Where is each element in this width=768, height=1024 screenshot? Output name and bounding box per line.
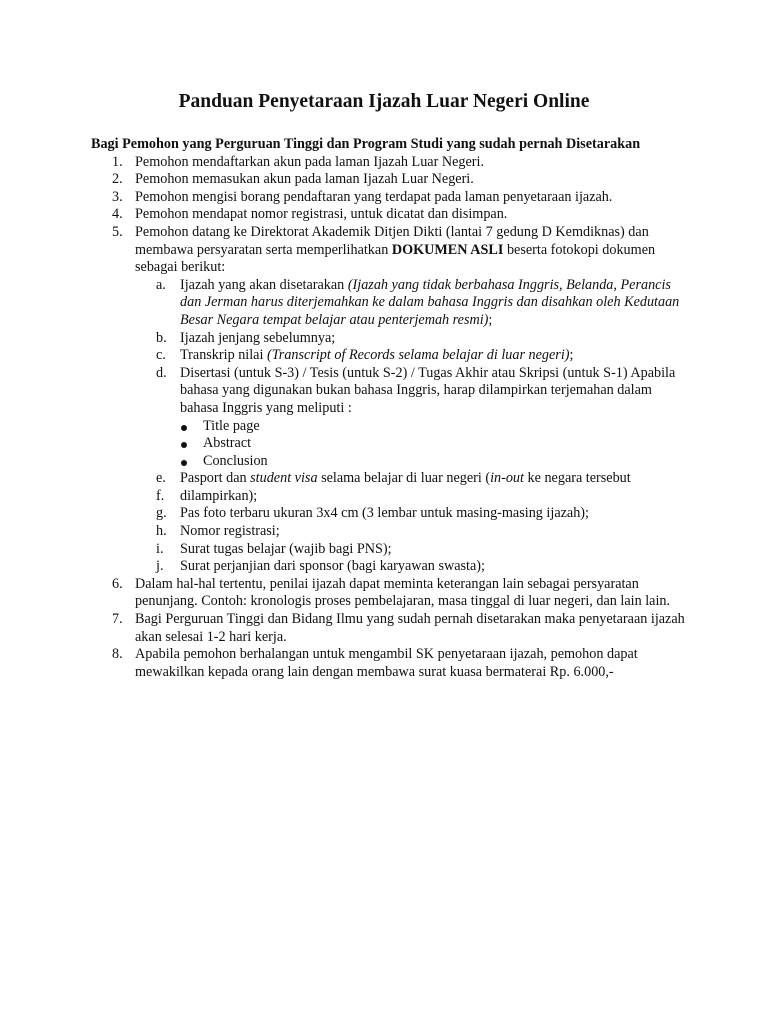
requirement-text: selama belajar di luar negeri ( xyxy=(317,470,491,487)
requirement-note: (Ijazah yang tidak berbahasa Inggris, Belanda, Perancis dan Jerman harus diterjemahkan ke dalam bahasa Inggris dan disahkan oleh Kedutaan Besar Negara tempat belajar atau penterjemah resmi) xyxy=(180,276,680,328)
bullet-text: Title page xyxy=(203,417,260,434)
step-number: 1. xyxy=(112,153,123,170)
requirement-text: ; xyxy=(569,347,574,364)
bullet-item xyxy=(135,435,691,453)
step-7 xyxy=(91,611,691,646)
requirement-e xyxy=(135,470,691,488)
translation-parts xyxy=(135,418,691,471)
requirement-marker: j. xyxy=(156,558,164,575)
requirement-text: Transkrip nilai xyxy=(180,347,267,364)
step-text-part: Pemohon datang ke Direktorat Akademik Ditjen Dikti (lantai 7 gedung D Kemdiknas) dan membawa persyaratan serta memperlihatkan xyxy=(135,223,649,258)
step-number: 5. xyxy=(112,223,123,240)
step-number: 2. xyxy=(112,171,123,188)
step-6 xyxy=(91,576,691,611)
requirement-marker: b. xyxy=(156,329,167,346)
requirement-marker: d. xyxy=(156,364,167,381)
requirement-text: ke negara tersebut xyxy=(523,470,631,487)
requirement-h xyxy=(135,523,691,541)
step-number: 3. xyxy=(112,188,123,205)
requirement-c xyxy=(135,347,691,365)
step-2 xyxy=(91,171,691,189)
requirement-marker: e. xyxy=(156,470,166,487)
requirement-note: in-out xyxy=(490,470,524,487)
bullet-icon xyxy=(181,460,187,466)
step-text: Pemohon memasukan akun pada laman Ijazah Luar Negeri. xyxy=(135,171,474,188)
requirement-marker: c. xyxy=(156,347,166,364)
step-text: Bagi Perguruan Tinggi dan Bidang Ilmu yang sudah pernah disetarakan maka penyetaraan ijazah akan selesai 1-2 hari kerja. xyxy=(135,611,685,645)
requirement-d xyxy=(135,365,691,418)
requirement-b xyxy=(135,330,691,348)
requirement-g xyxy=(135,505,691,523)
requirement-marker: g. xyxy=(156,505,167,522)
step-number: 6. xyxy=(112,575,123,592)
bullet-item xyxy=(135,453,691,471)
step-number: 8. xyxy=(112,646,123,663)
requirement-marker: h. xyxy=(156,523,167,540)
requirement-text: Nomor registrasi; xyxy=(180,523,280,540)
requirement-text: ; xyxy=(488,311,493,328)
step-5 xyxy=(91,224,691,576)
step-text: Pemohon mengisi borang pendaftaran yang terdapat pada laman penyetaraan ijazah. xyxy=(135,188,613,205)
requirement-a xyxy=(135,277,691,330)
requirement-marker: f. xyxy=(156,487,165,504)
bullet-item xyxy=(135,418,691,436)
bullet-text: Conclusion xyxy=(203,452,268,469)
step-1 xyxy=(91,154,691,172)
step-text xyxy=(135,224,655,275)
step-text: Pemohon mendaftarkan akun pada laman Ijazah Luar Negeri. xyxy=(135,153,485,170)
section-heading: Bagi Pemohon yang Perguruan Tinggi dan Program Studi yang sudah pernah Disetarakan xyxy=(91,136,641,152)
step-number: 7. xyxy=(112,611,123,628)
requirement-f xyxy=(135,488,691,506)
step-text: Pemohon mendapat nomor registrasi, untuk dicatat dan disimpan. xyxy=(135,206,508,223)
requirement-text: dilampirkan); xyxy=(180,487,258,504)
bullet-text: Abstract xyxy=(203,435,252,452)
requirement-marker: i. xyxy=(156,540,164,557)
requirement-text: Pas foto terbaru ukuran 3x4 cm (3 lembar untuk masing-masing ijazah); xyxy=(180,505,589,522)
requirement-text: Surat tugas belajar (wajib bagi PNS); xyxy=(180,540,392,557)
page-title: Panduan Penyetaraan Ijazah Luar Negeri Online xyxy=(178,91,590,112)
requirement-text: Ijazah jenjang sebelumnya; xyxy=(180,329,336,346)
step-text: Apabila pemohon berhalangan untuk mengambil SK penyetaraan ijazah, pemohon dapat mewakilkan kepada orang lain dengan membawa surat kuasa bermaterai Rp. 6.000,- xyxy=(135,646,638,680)
requirement-text: Pasport dan xyxy=(180,470,251,487)
step-8 xyxy=(91,646,691,681)
translation-parts-list xyxy=(135,418,691,471)
requirement-note: (Transcript of Records selama belajar di luar negeri) xyxy=(266,347,570,364)
requirement-text: Ijazah yang akan disetarakan xyxy=(180,276,348,293)
document-body xyxy=(91,136,691,681)
step-4 xyxy=(91,206,691,224)
requirement-note: student visa xyxy=(250,470,318,487)
step-text: Dalam hal-hal tertentu, penilai ijazah dapat meminta keterangan lain sebagai persyaratan penunjang. Contoh: kronologis proses pembelajaran, masa tinggal di luar negeri, dan lain lain. xyxy=(135,575,671,610)
step-3 xyxy=(91,189,691,207)
requirement-text: Disertasi (untuk S-3) / Tesis (untuk S-2) / Tugas Akhir atau Skripsi (untuk S-1) Apabila bahasa yang digunakan bukan bahasa Inggris, harap dilampirkan terjemahan dalam bahasa Inggris yang meliputi : xyxy=(180,364,676,416)
bullet-icon xyxy=(181,425,187,431)
step-number: 4. xyxy=(112,206,123,223)
steps-list xyxy=(91,154,691,682)
original-documents-emphasis: DOKUMEN ASLI xyxy=(391,241,504,258)
bullet-icon xyxy=(181,442,187,448)
requirement-marker: a. xyxy=(156,276,166,293)
document-requirements-list xyxy=(135,277,691,576)
requirement-i xyxy=(135,541,691,559)
requirement-j xyxy=(135,558,691,576)
requirement-text: Surat perjanjian dari sponsor (bagi karyawan swasta); xyxy=(180,558,485,575)
step-text-part: beserta fotokopi dokumen sebagai berikut: xyxy=(135,241,656,276)
